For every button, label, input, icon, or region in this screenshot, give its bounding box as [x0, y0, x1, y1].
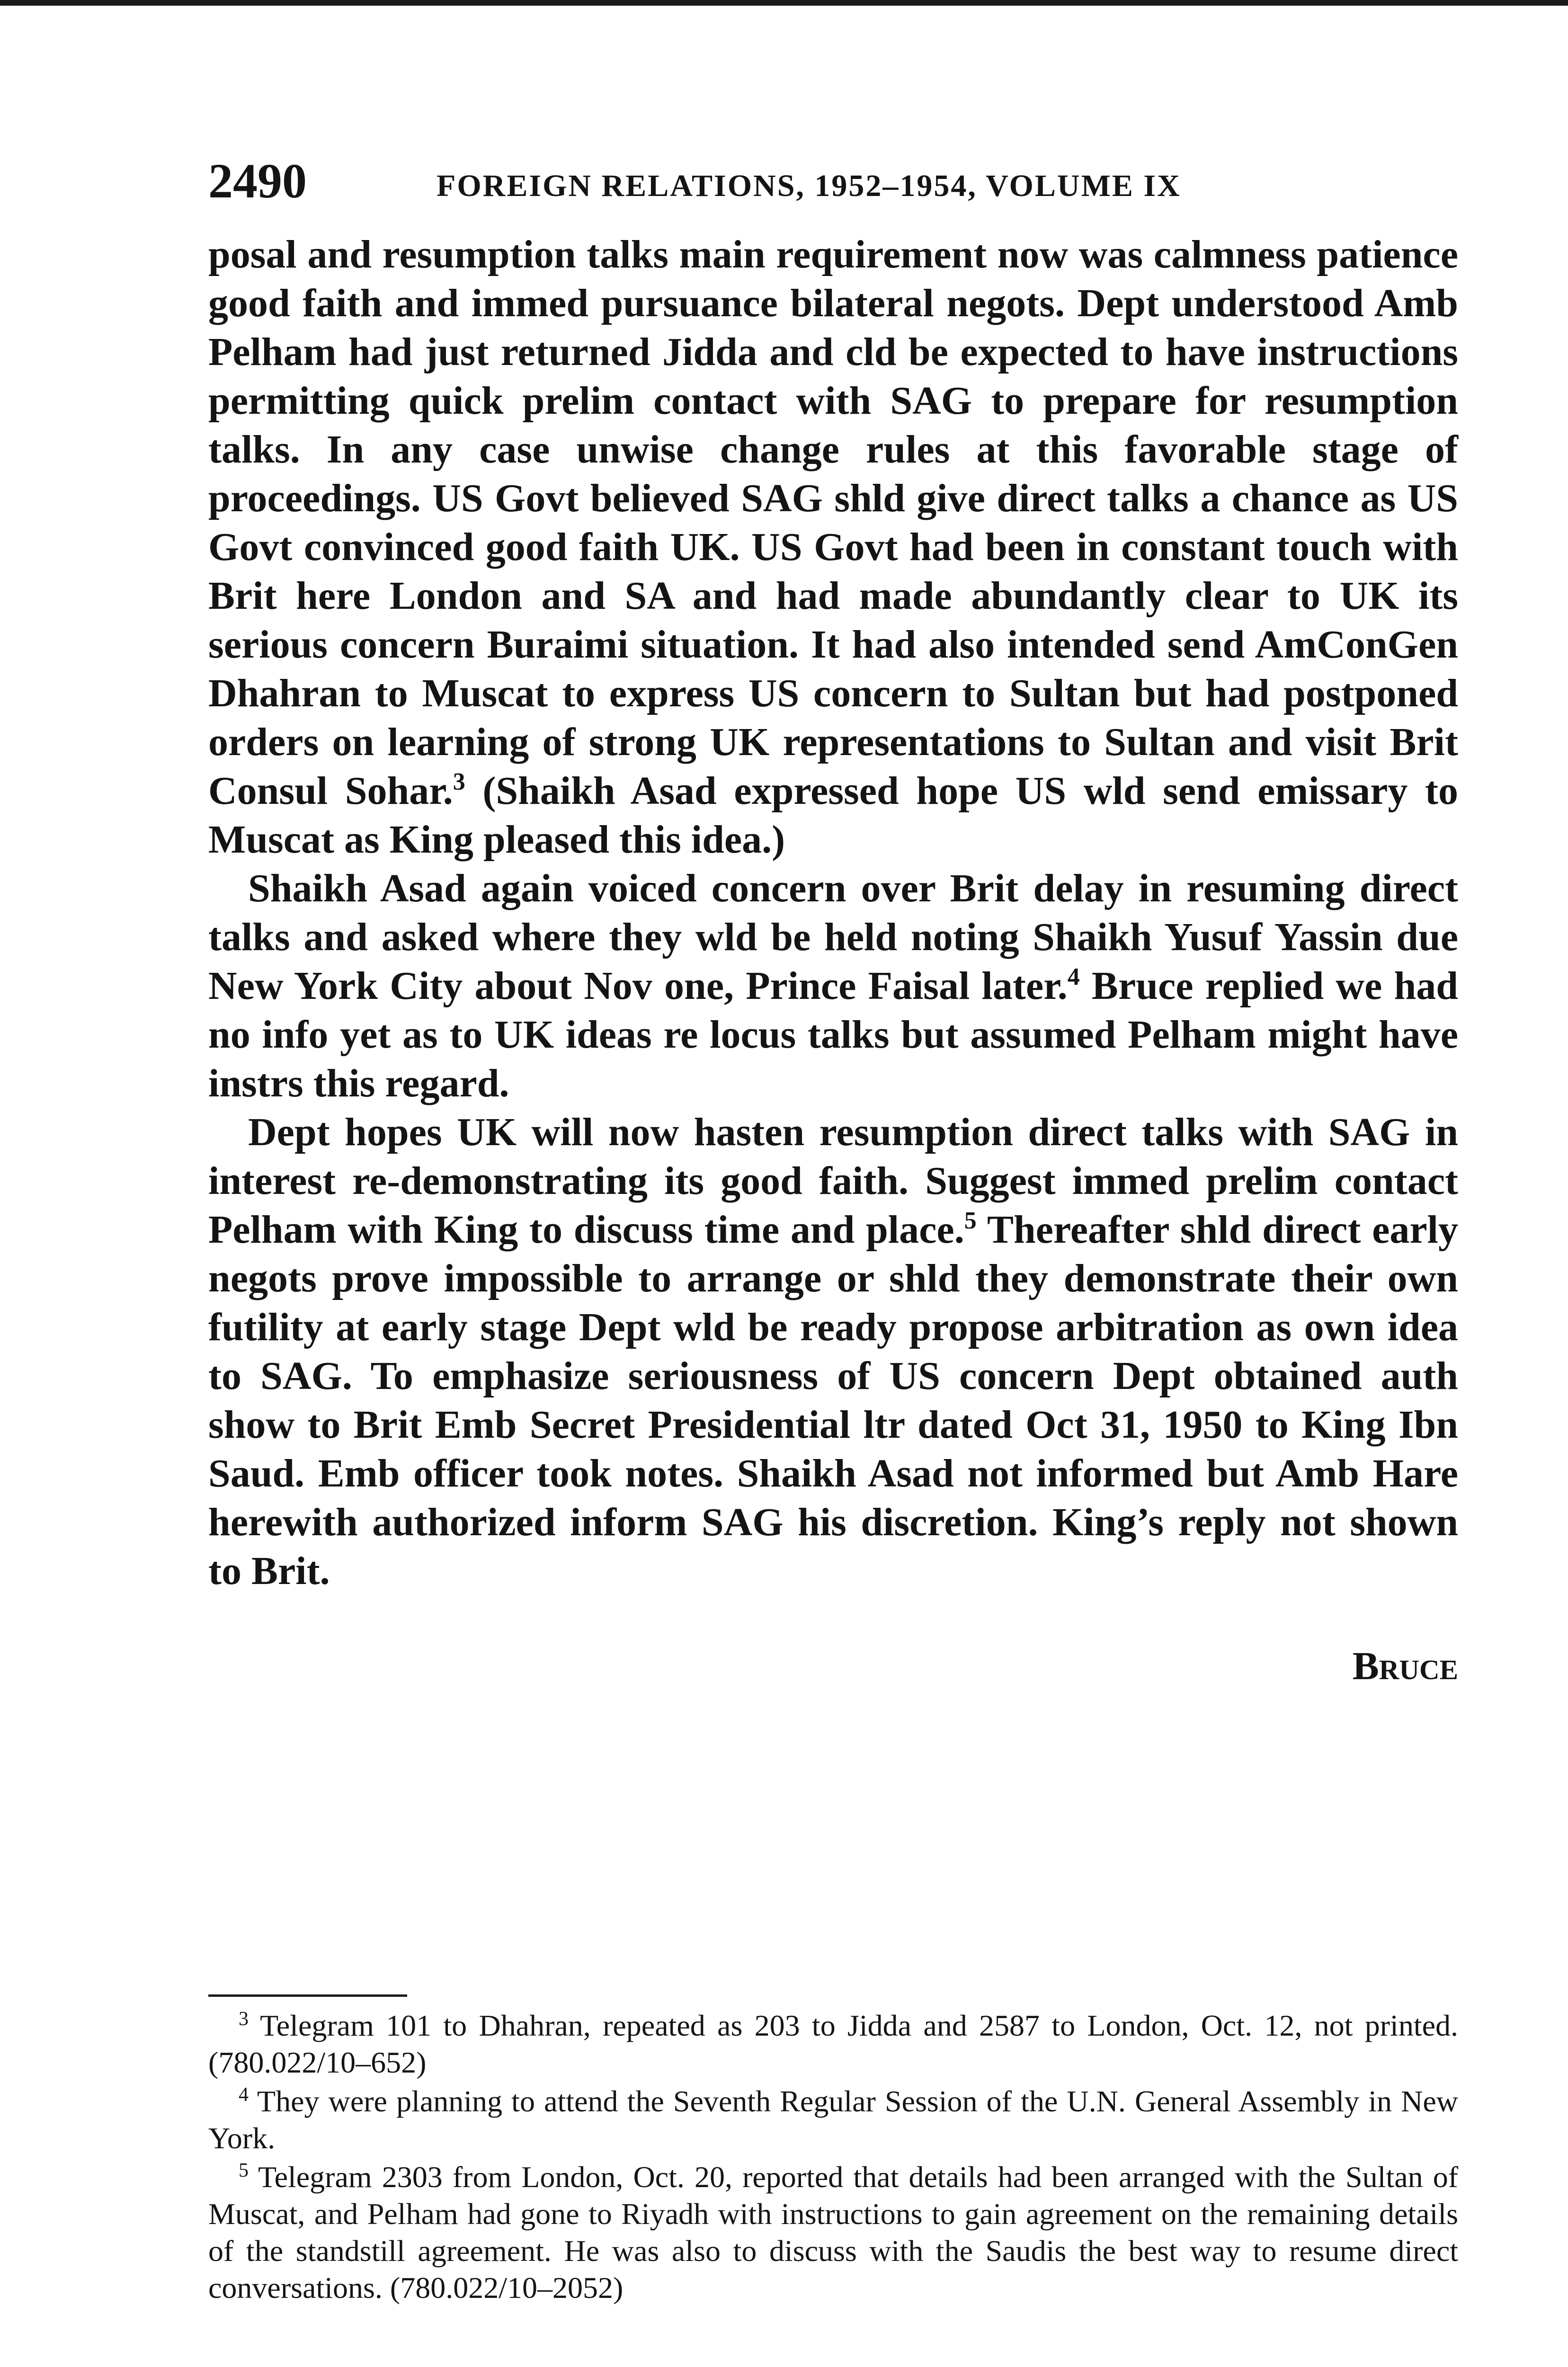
- telegram-body: [208, 230, 1458, 1595]
- running-head: FOREIGN RELATIONS, 1952–1954, VOLUME IX: [437, 169, 1181, 203]
- footnote-marker-4: 4: [239, 2084, 249, 2106]
- footnote-3: [208, 2007, 1458, 2081]
- footnote-4: [208, 2083, 1458, 2157]
- page-header: [208, 151, 1458, 212]
- paragraph-1-text-a: posal and resumption talks main requirement now was calmness patience good faith and immed pursuance bilateral negots. Dept understood Amb Pelham had just returned Jidda and cld be expected to have instructions permitting quick prelim contact with SAG to prepare for resumption talks. In any case unwise change rules at this favorable stage of proceedings. US Govt believed SAG shld give direct talks a chance as US Govt convinced good faith UK. US Govt had been in constant touch with Brit here London and SA and had made abundantly clear to UK its serious concern Buraimi situation. It had also intended send AmConGen Dhahran to Muscat to express US concern to Sultan but had postponed orders on learning of strong UK representations to Sultan and visit Brit Consul Sohar.: [208, 232, 1458, 813]
- paragraph-2-text-b: Bruce replied we had no info yet as to UK ideas re locus talks but assumed Pelham might have instrs this regard.: [208, 964, 1458, 1105]
- page-number: 2490: [208, 154, 307, 208]
- footnote-ref-4[interactable]: 4: [1067, 963, 1080, 990]
- paragraph-2-text-a: Shaikh Asad again voiced concern over Brit delay in resuming direct talks and asked where they wld be held noting Shaikh Yusuf Yassin due New York City about Nov one, Prince Faisal later.: [208, 866, 1458, 1008]
- footnote-marker-5: 5: [239, 2160, 249, 2181]
- paragraph-3-text-b: Thereafter shld direct early negots prove impossible to arrange or shld they demonstrate their own futility at early stage Dept wld be ready propose arbitration as own idea to SAG. To emphasize seriousness of US concern Dept obtained auth show to Brit Emb Secret Presidential ltr dated Oct 31, 1950 to King Ibn Saud. Emb officer took notes. Shaikh Asad not informed but Amb Hare herewith authorized inform SAG his discretion. King’s reply not shown to Brit.: [208, 1208, 1458, 1593]
- footnotes: [208, 2007, 1458, 2308]
- footnote-ref-5[interactable]: 5: [964, 1207, 977, 1234]
- footnote-5: [208, 2159, 1458, 2306]
- paragraph-2: [208, 864, 1458, 1108]
- footnote-text-5: Telegram 2303 from London, Oct. 20, reported that details had been arranged with the Sultan of Muscat, and Pelham had gone to Riyadh with instructions to gain agreement on the remaining details of the standstill agreement. He was also to discuss with the Saudis the best way to resume direct conversations. (780.022/10–2052): [208, 2160, 1459, 2305]
- footnote-divider: [208, 1994, 407, 1997]
- paragraph-1: [208, 230, 1458, 864]
- footnote-ref-3[interactable]: 3: [453, 768, 465, 795]
- top-edge-rule: [0, 0, 1568, 6]
- paragraph-3-text-a: Dept hopes UK will now hasten resumption direct talks with SAG in interest re-demonstrating its good faith. Suggest immed prelim contact Pelham with King to discuss time and place.: [208, 1110, 1458, 1252]
- paragraph-1-text-b: (Shaikh Asad expressed hope US wld send emissary to Muscat as King pleased this idea.): [208, 769, 1458, 862]
- footnote-text-3: Telegram 101 to Dhahran, repeated as 203 to Jidda and 2587 to London, Oct. 12, not printed. (780.022/10–652): [208, 2009, 1459, 2079]
- footnote-text-4: They were planning to attend the Seventh Regular Session of the U.N. General Assembly in New York.: [208, 2084, 1459, 2155]
- paragraph-3: [208, 1108, 1458, 1595]
- signature: Bruce: [1352, 1644, 1458, 1688]
- footnote-marker-3: 3: [239, 2008, 249, 2030]
